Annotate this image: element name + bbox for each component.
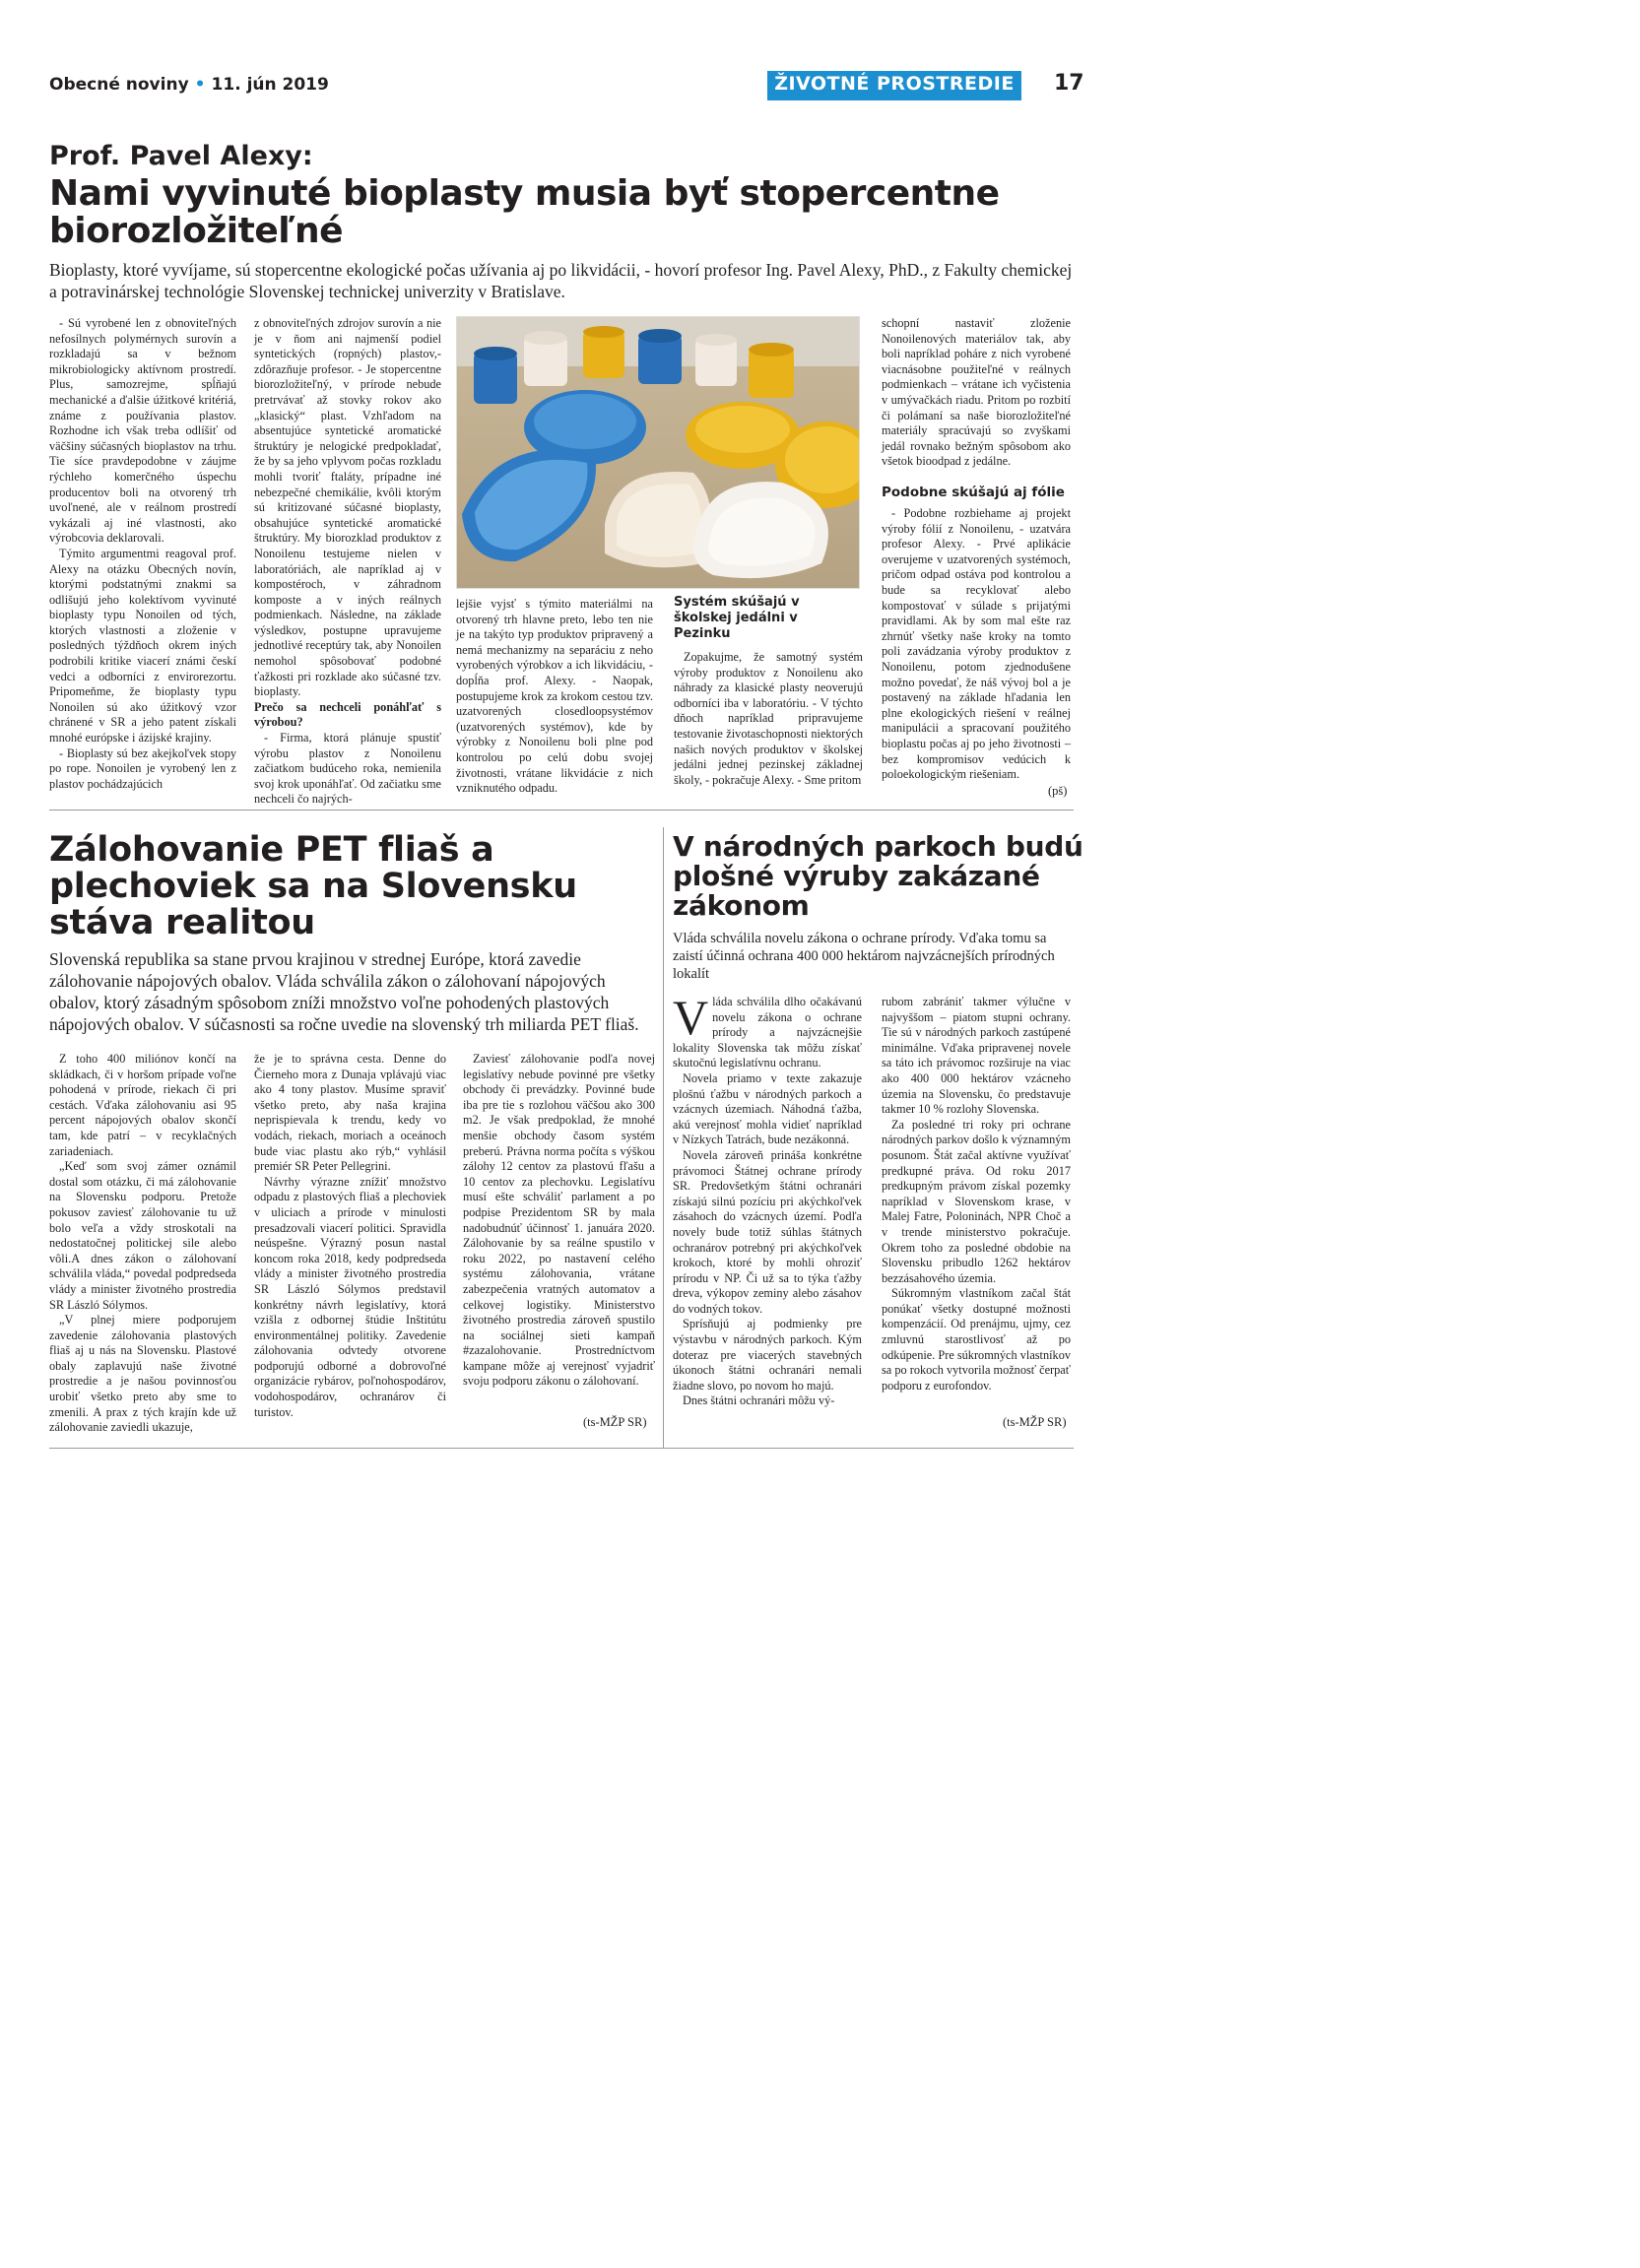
article1-signature: (pš): [1048, 784, 1068, 798]
paragraph: Sprísňujú aj podmienky pre výstavbu v národných parkoch. Kým doteraz pre viacerých stavebných úkonoch štátni ochranári nemali žiadne slovo, po novom ho majú.: [673, 1317, 862, 1393]
paragraph: Týmito argumentmi reagoval prof. Alexy na otázku Obecných novín, ktorými podstatnými znakmi sa odlišujú jeho kolektívom vyvinuté bioplasty typu Nonoilen od tých, ktorých vlastnosti a zloženie v posledných týždňoch okrem iných podrobili kritike viacerí známi českí vedci a odborníci z envirorezortu. Pripomeňme, že bioplasty typu Nonoilen sú ako úžitkový vzor chránené v SR a jeho patent získali mnohé európske i ázijské krajiny.: [49, 546, 236, 745]
paragraph: - Bioplasty sú bez akejkoľvek stopy po rope. Nonoilen je vyrobený len z plastov pochádzajúcich: [49, 745, 236, 791]
article3-headline: V národných parkoch budú plošné výruby zakázané zákonom: [673, 830, 1083, 922]
article3-column-1: [673, 990, 862, 1409]
article1-box: [674, 650, 863, 788]
page-number: 17: [1054, 71, 1084, 96]
column-divider: [663, 827, 664, 1448]
article2-lead: Slovenská republika sa stane prvou krajinou v strednej Európe, ktorá zavedie zálohovanie nápojových obalov. Vláda schválila zákon o zálohovaní nápojových obalov, ktorý zásadným spôsobom zníži množstvo voľne pohodených plastových nápojových obalov. V súčasnosti sa ročne uvedie na slovenský trh miliarda PET fliaš.: [49, 949, 639, 1034]
paragraph: Zaviesť zálohovanie podľa novej legislatívy nebude povinné pre všetky obchody či prevádzky. Povinné bude iba pre tie s rozlohou väčšou ako 300 m2. Je však predpoklad, že mnohé menšie obchody časom systém preberú. Právna norma počíta s výškou zálohy 12 centov za plastovú fľašu a 10 centov za plechovku. Legislatívu musí ešte schváliť parlament a po podpise Prezidentom SR by mala nadobudnúť účinnosť 1. januára 2020. Zálohovanie by sa reálne spustilo v roku 2022, po nastavení celého systému zálohovania, vrátane zabezpečenia vratných automatov a celkovej logistiky. Ministerstvo životného prostredia zároveň spustilo na sociálnej sieti kampaň #zazalohovanie. Prostredníctvom kampane môže aj verejnosť vyjadriť svoju podporu zákonu o zálohovaní.: [463, 1052, 655, 1389]
paragraph: „V plnej miere podporujem zavedenie zálohovania plastových fliaš aj u nás na Slovensku. Plastové obaly zaplavujú naše životné prostredie a je našou povinnosťou urobiť všetko preto aby sme to zmenili. A prax z tých krajín kde už zálohovanie zaviedli ukazuje,: [49, 1313, 236, 1435]
article1-column-3: [456, 597, 653, 797]
article2-headline: Zálohovanie PET fliaš a plechoviek sa na Slovensku stáva realitou: [49, 830, 577, 942]
paragraph: - Podobne rozbiehame aj projekt výroby fólií z Nonoilenu, - uzatvára profesor Alexy. - Prvé aplikácie overujeme v uzatvorených systémoch, pričom odpad ostáva pod kontrolou a bude sa recyklovať alebo kompostovať v súlade s prijatými pravidlami. Ak by som mal ešte raz zhrnúť všetky naše kroky na tomto poli zavádzania výroby produktov z Nonoilenu, potom zjednodušene možno povedať, že náš vývoj bol a je postavený na základe hľadania len plne ekologických riešení v reálnej manipulácii a spracovaní použitého bioplastu počas aj po jeho životnosti – bez kompromisov vedúcich k poloekologickým riešeniam.: [882, 506, 1071, 782]
paragraph: Za posledné tri roky pri ochrane národných parkov došlo k významným posunom. Štát začal aktívne využívať predkupné práva. Od roku 2017 predkupným právom získal pozemky napríklad v Slovenskom krase, v Malej Fatre, Poloninách, NPR Choč a v trende ministerstvo pokračuje. Okrem toho za posledné obdobie na Slovensku pribudlo 1262 hektárov bezzásahového územia.: [882, 1117, 1071, 1285]
paragraph: Zopakujme, že samotný systém výroby produktov z Nonoilenu ako náhrady za klasické plasty neoverujú odborníci iba v laboratóriu. - V týchto dňoch napríklad pripravujeme testovanie životaschopnosti niektorých našich nových produktov v školskej jedálni jednej pezinskej základnej školy, - pokračuje Alexy. - Sme pritom: [674, 650, 863, 787]
article1-headline: Nami vyvinuté bioplasty musia byť stopercentne biorozložiteľné: [49, 173, 1000, 251]
article1-column-1: [49, 316, 236, 792]
article2-column-3: [463, 1052, 655, 1390]
article2-column-2: [254, 1052, 446, 1420]
article1-lead: Bioplasty, ktoré vyvíjame, sú stopercentne ekologické počas užívania aj po likvidácii, - hovorí profesor Ing. Pavel Alexy, PhD., z Fakulty chemickej a potravinárskej technológie Slovenskej technickej univerzity v Bratislave.: [49, 260, 1073, 301]
paragraph: Návrhy výrazne znížiť množstvo odpadu z plastových fliaš a plechoviek v uliciach a prírode v minulosti presadzovali viacerí politici. Spravidla neúspešne. Výrazný posun nastal koncom roka 2018, kedy podpredseda vlády a minister životného prostredia SR László Sólymos predstavil konkrétny návrh legislatívy, ktorá vzišla z odbornej štúdie Inštitútu environmentálnej politiky. Zavedenie zálohovania odvtedy otvorene podporujú odborné a dobrovoľné organizácie rybárov, poľnohospodárov, vodohospodárov, ochranárov či turistov.: [254, 1174, 446, 1419]
article1-column-4-bottom: [882, 506, 1071, 783]
issue-date: 11. jún 2019: [211, 75, 329, 95]
article1-subhead: Prečo sa nechceli ponáhľať s výrobou?: [254, 699, 441, 730]
paper-name: Obecné noviny: [49, 75, 189, 95]
paragraph: lejšie vyjsť s týmito materiálmi na otvorený trh hlavne preto, lebo ten nie je na takýto typ produktov pripravený a nemá mechanizmy na separáciu z neho vyrobených výrobkov a ich likvidáciu, - dopĺňa prof. Alexy. - Naopak, postupujeme krok za krokom cestou tzv. uzatvorených closedloopsystémov (uzatvorených systémov), kde by výrobky z Nonoilenu boli plne pod kontrolou po celú dobu svojej životnosti, vrátane likvidácie z nich vzniknutého odpadu.: [456, 597, 653, 796]
paragraph: „Keď som svoj zámer oznámil dostal som otázku, či má zálohovanie na Slovensku podporu. Pretože pokusov zaviesť zálohovanie tu už bolo veľa a vždy stroskotali na nedostatočnej politickej sile alebo vôli.A dnes zákon o zálohovaní schválila vláda,“ povedal podpredseda vlády a minister životného prostredia SR László Sólymos.: [49, 1159, 236, 1312]
article1-subhead-2: Podobne skúšajú aj fólie: [882, 485, 1065, 500]
paragraph: schopní nastaviť zloženie Nonoilenových materiálov tak, aby boli napríklad poháre z nich vyrobené viacnásobne použiteľné v reálnych podmienkach – vrátane ich vyčistenia v umývačkách riadu. Pritom po rozbití či polámaní sa naše biorozložiteľné materiály spracúvajú so zvyškami jedál rovnako bežným spôsobom ako všetok bioodpad z jedálne.: [882, 316, 1071, 469]
paragraph: Dnes štátni ochranári môžu vý-: [683, 1393, 835, 1408]
bottom-divider: [49, 1448, 1074, 1449]
paragraph: Novela priamo v texte zakazuje plošnú ťažbu v národných parkoch a vzácnych územiach. Náhodná ťažba, akú verejnosť mohla vidieť napríklad v Nízkych Tatrách, bude nezákonná.: [673, 1070, 862, 1147]
article3-signature: (ts-MŽP SR): [1003, 1415, 1067, 1429]
section-tag: ŽIVOTNÉ PROSTREDIE: [767, 71, 1021, 97]
article1-kicker: Prof. Pavel Alexy:: [49, 141, 313, 171]
paragraph: Súkromným vlastníkom začal štát ponúkať všetky dostupné možnosti kompenzácií. Od prenájmu, ujmy, cez zmluvnú starostlivosť až po odkúpenie. Pre súkromných vlastníkov sa po rokoch vytvorila možnosť čerpať podporu z eurofondov.: [882, 1286, 1071, 1393]
article1-column-2: [254, 316, 441, 808]
paragraph: že je to správna cesta. Denne do Čierneho mora z Dunaja vplávajú viac ako 4 tony plastov. Musíme spraviť všetko preto, aby naša krajina neprispievala k trendu, kedy vo vodách, riekach, moriach a oceánoch bude viac plastu ako rýb,“ vyhlásil premiér SR Peter Pellegrini.: [254, 1052, 446, 1174]
paragraph: - Firma, ktorá plánuje spustiť výrobu plastov z Nonoilenu začiatkom budúceho roka, nemienila svoj krok uponáhľať. Od začiatku sme nechceli čo najrých-: [254, 731, 441, 807]
photo-bioplastic-cups-bowls: [456, 316, 860, 589]
section-underline: [767, 97, 1021, 100]
separator-dot: •: [194, 75, 206, 95]
article2-column-1: [49, 1052, 236, 1436]
paragraph: rubom zabrániť takmer výlučne v najvyššom – piatom stupni ochrany. Tie sú v národných parkoch zastúpené minimálne. Vďaka pripravenej novele sa táto ich právomoc rozširuje na viac ako 400 000 hektárov vzácneho územia na Slovensku, čo predstavuje takmer 10 % rozlohy Slovenska.: [882, 995, 1071, 1117]
article1-column-4: [882, 316, 1071, 470]
paragraph-first: [673, 990, 862, 1071]
paragraph: z obnoviteľných zdrojov surovín a nie je v ňom ani najmenší podiel syntetických (ropných) plastov,- zdôrazňuje profesor. - Je stopercentne biorozložiteľný, v prírode nebude pretrvávať až stovky rokov ako „klasický“ plast. Vzhľadom na absentujúce syntetické aromatické štruktúry je nelogické predpokladať, že by sa jeho vplyvom počas rozkladu mohli tvoriť ftaláty, prípadne iné nebezpečné chemikálie, kvôli ktorým sú kritizované súčasné bioplasty, obsahujúce syntetické aromatické štruktúry. My biorozklad produktov z Nonoilenu testujeme nielen v laboratóriách, ale napríklad aj v kompostéroch, v záhradnom komposte a v iných reálnych podmienkach. Následne, na základe výsledkov, postupne upravujeme jednotlivé receptúry tak, aby Nonoilen nemohol spôsobovať podobné ťažkosti pri rozklade ako súčasné tzv. bioplasty.: [254, 316, 441, 699]
article3-lead: Vláda schválila novelu zákona o ochrane prírody. Vďaka tomu sa zaistí účinná ochrana 400 000 hektárom najvzácnejších prírodných lokalít: [673, 931, 1055, 982]
article1-box-title: Systém skúšajú v školskej jedálni v Pezinku: [674, 595, 800, 641]
paragraph: Z toho 400 miliónov končí na skládkach, či v horšom prípade voľne pohodená v prírode, riekach či pri cestách. Vďaka zálohovaniu asi 95 percent nápojových obalov skončí tam, kde patrí – v recyklačných zariadeniach.: [49, 1052, 236, 1158]
masthead: [49, 75, 329, 95]
paragraph: Novela zároveň prináša konkrétne právomoci Štátnej ochrane prírody SR. Predovšetkým štátni ochranári získajú silnú pozíciu pri akýchkoľvek zásahoch do vzácnych území. Podľa novely bude totiž súhlas štátnych ochranárov potrebný pri akýchkoľvek krokoch, ktoré by mohli ohroziť prírodu v NP. Či už sa to týka ťažby dreva, výkopov zeminy alebo zásahov do vodných tokov.: [673, 1147, 862, 1316]
article3-column-2: [882, 995, 1071, 1393]
paragraph-first-text: láda schválila dlho očakávanú novelu zákona o ochrane prírody a najvzácnejšie lokality Slovenska tak môžu získať skutočnú legislatívnu ochranu.: [673, 995, 862, 1070]
article2-signature: (ts-MŽP SR): [583, 1415, 647, 1429]
paragraph: - Sú vyrobené len z obnoviteľných nefosílnych polymérnych surovín a rozkladajú sa v bežnom mikrobiologicky aktívnom prostredí. Plus, samozrejme, spĺňajú mechanické a ďalšie úžitkové kritériá, známe z používania plastov. Rozhodne ich však treba odlíšiť od väčšiny súčasných bioplastov na trhu. Tie síce pravdepodobne v záujme rýchleho komerčného úspechu producentov boli na otvorený trh uvoľnené, ale v reálnom prostredí vykázali aj iné vlastnosti, ako výrobcovia deklarovali.: [49, 316, 236, 546]
dropcap: V: [673, 990, 709, 1045]
